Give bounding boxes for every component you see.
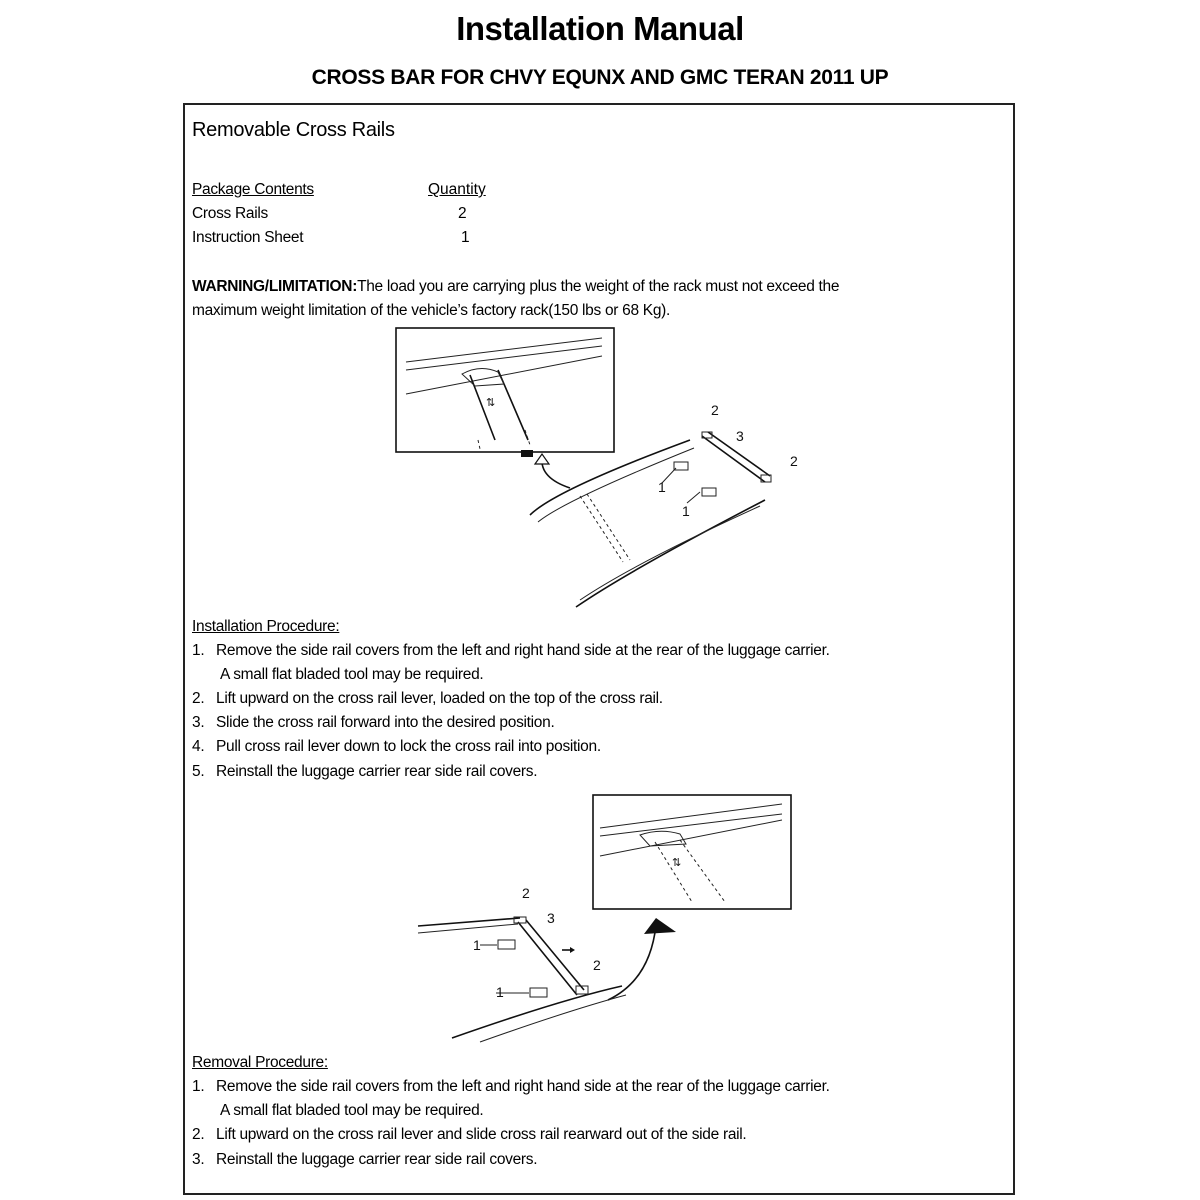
callout-label: 3 [547, 910, 555, 926]
lever-arrows-icon: ⇅ [486, 397, 496, 409]
package-qty: 2 [458, 205, 467, 222]
callout-label: 2 [522, 885, 530, 901]
rail-cover [498, 940, 515, 949]
installation-heading: Installation Procedure: [192, 618, 340, 635]
callout-label: 1 [473, 937, 481, 953]
callout-label: 2 [711, 402, 719, 418]
callout-label: 3 [736, 428, 744, 444]
callout-label: 1 [496, 984, 504, 1000]
removal-diagram [400, 790, 810, 1050]
removal-step: 3. Reinstall the luggage carrier rear side rail covers. [192, 1151, 538, 1168]
removal-step: 1. Remove the side rail covers from the left and right hand side at the rear of the luggage carrier. [192, 1078, 830, 1095]
installation-step: 4. Pull cross rail lever down to lock the cross rail into position. [192, 738, 601, 755]
side-rail-right [576, 500, 765, 607]
quantity-header: Quantity [428, 181, 486, 198]
removal-step: 2. Lift upward on the cross rail lever and slide cross rail rearward out of the side rail. [192, 1126, 747, 1143]
document-title: Installation Manual [456, 10, 744, 47]
callout-label: 2 [790, 453, 798, 469]
warning-line2: maximum weight limitation of the vehicle’s factory rack(150 lbs or 68 Kg). [192, 302, 671, 319]
cross-bar [518, 920, 584, 995]
document-subtitle: CROSS BAR FOR CHVY EQUNX AND GMC TERAN 2011 UP [311, 66, 889, 89]
installation-step: 5. Reinstall the luggage carrier rear side rail covers. [192, 763, 538, 780]
callout-label: 1 [658, 479, 666, 495]
callout-label: 1 [682, 503, 690, 519]
installation-step: 1. Remove the side rail covers from the left and right hand side at the rear of the luggage carrier. [192, 642, 830, 659]
rail-cover [702, 488, 716, 496]
installation-diagram [380, 320, 820, 610]
package-item: Cross Rails [192, 205, 268, 222]
warning-label: WARNING/LIMITATION: [192, 278, 358, 295]
rail-cover [674, 462, 688, 470]
warning-line1: The load you are carrying plus the weight of the rack must not exceed the [357, 278, 840, 295]
warning-text [192, 278, 839, 296]
installation-step: 3. Slide the cross rail forward into the desired position. [192, 714, 555, 731]
rail-cover [530, 988, 547, 997]
lever-detail [521, 450, 533, 457]
package-qty: 1 [461, 229, 470, 246]
lever-arrows-icon: ⇅ [672, 857, 682, 869]
package-item: Instruction Sheet [192, 229, 304, 246]
removal-step-continuation: A small flat bladed tool may be required. [220, 1102, 484, 1119]
installation-step-continuation: A small flat bladed tool may be required. [220, 666, 484, 683]
installation-step: 2. Lift upward on the cross rail lever, loaded on the top of the cross rail. [192, 690, 663, 707]
callout-label: 2 [593, 957, 601, 973]
removal-heading: Removal Procedure: [192, 1054, 328, 1071]
curved-arrow-icon [608, 925, 656, 1000]
section-title: Removable Cross Rails [192, 119, 395, 141]
package-contents-header: Package Contents [192, 181, 314, 198]
